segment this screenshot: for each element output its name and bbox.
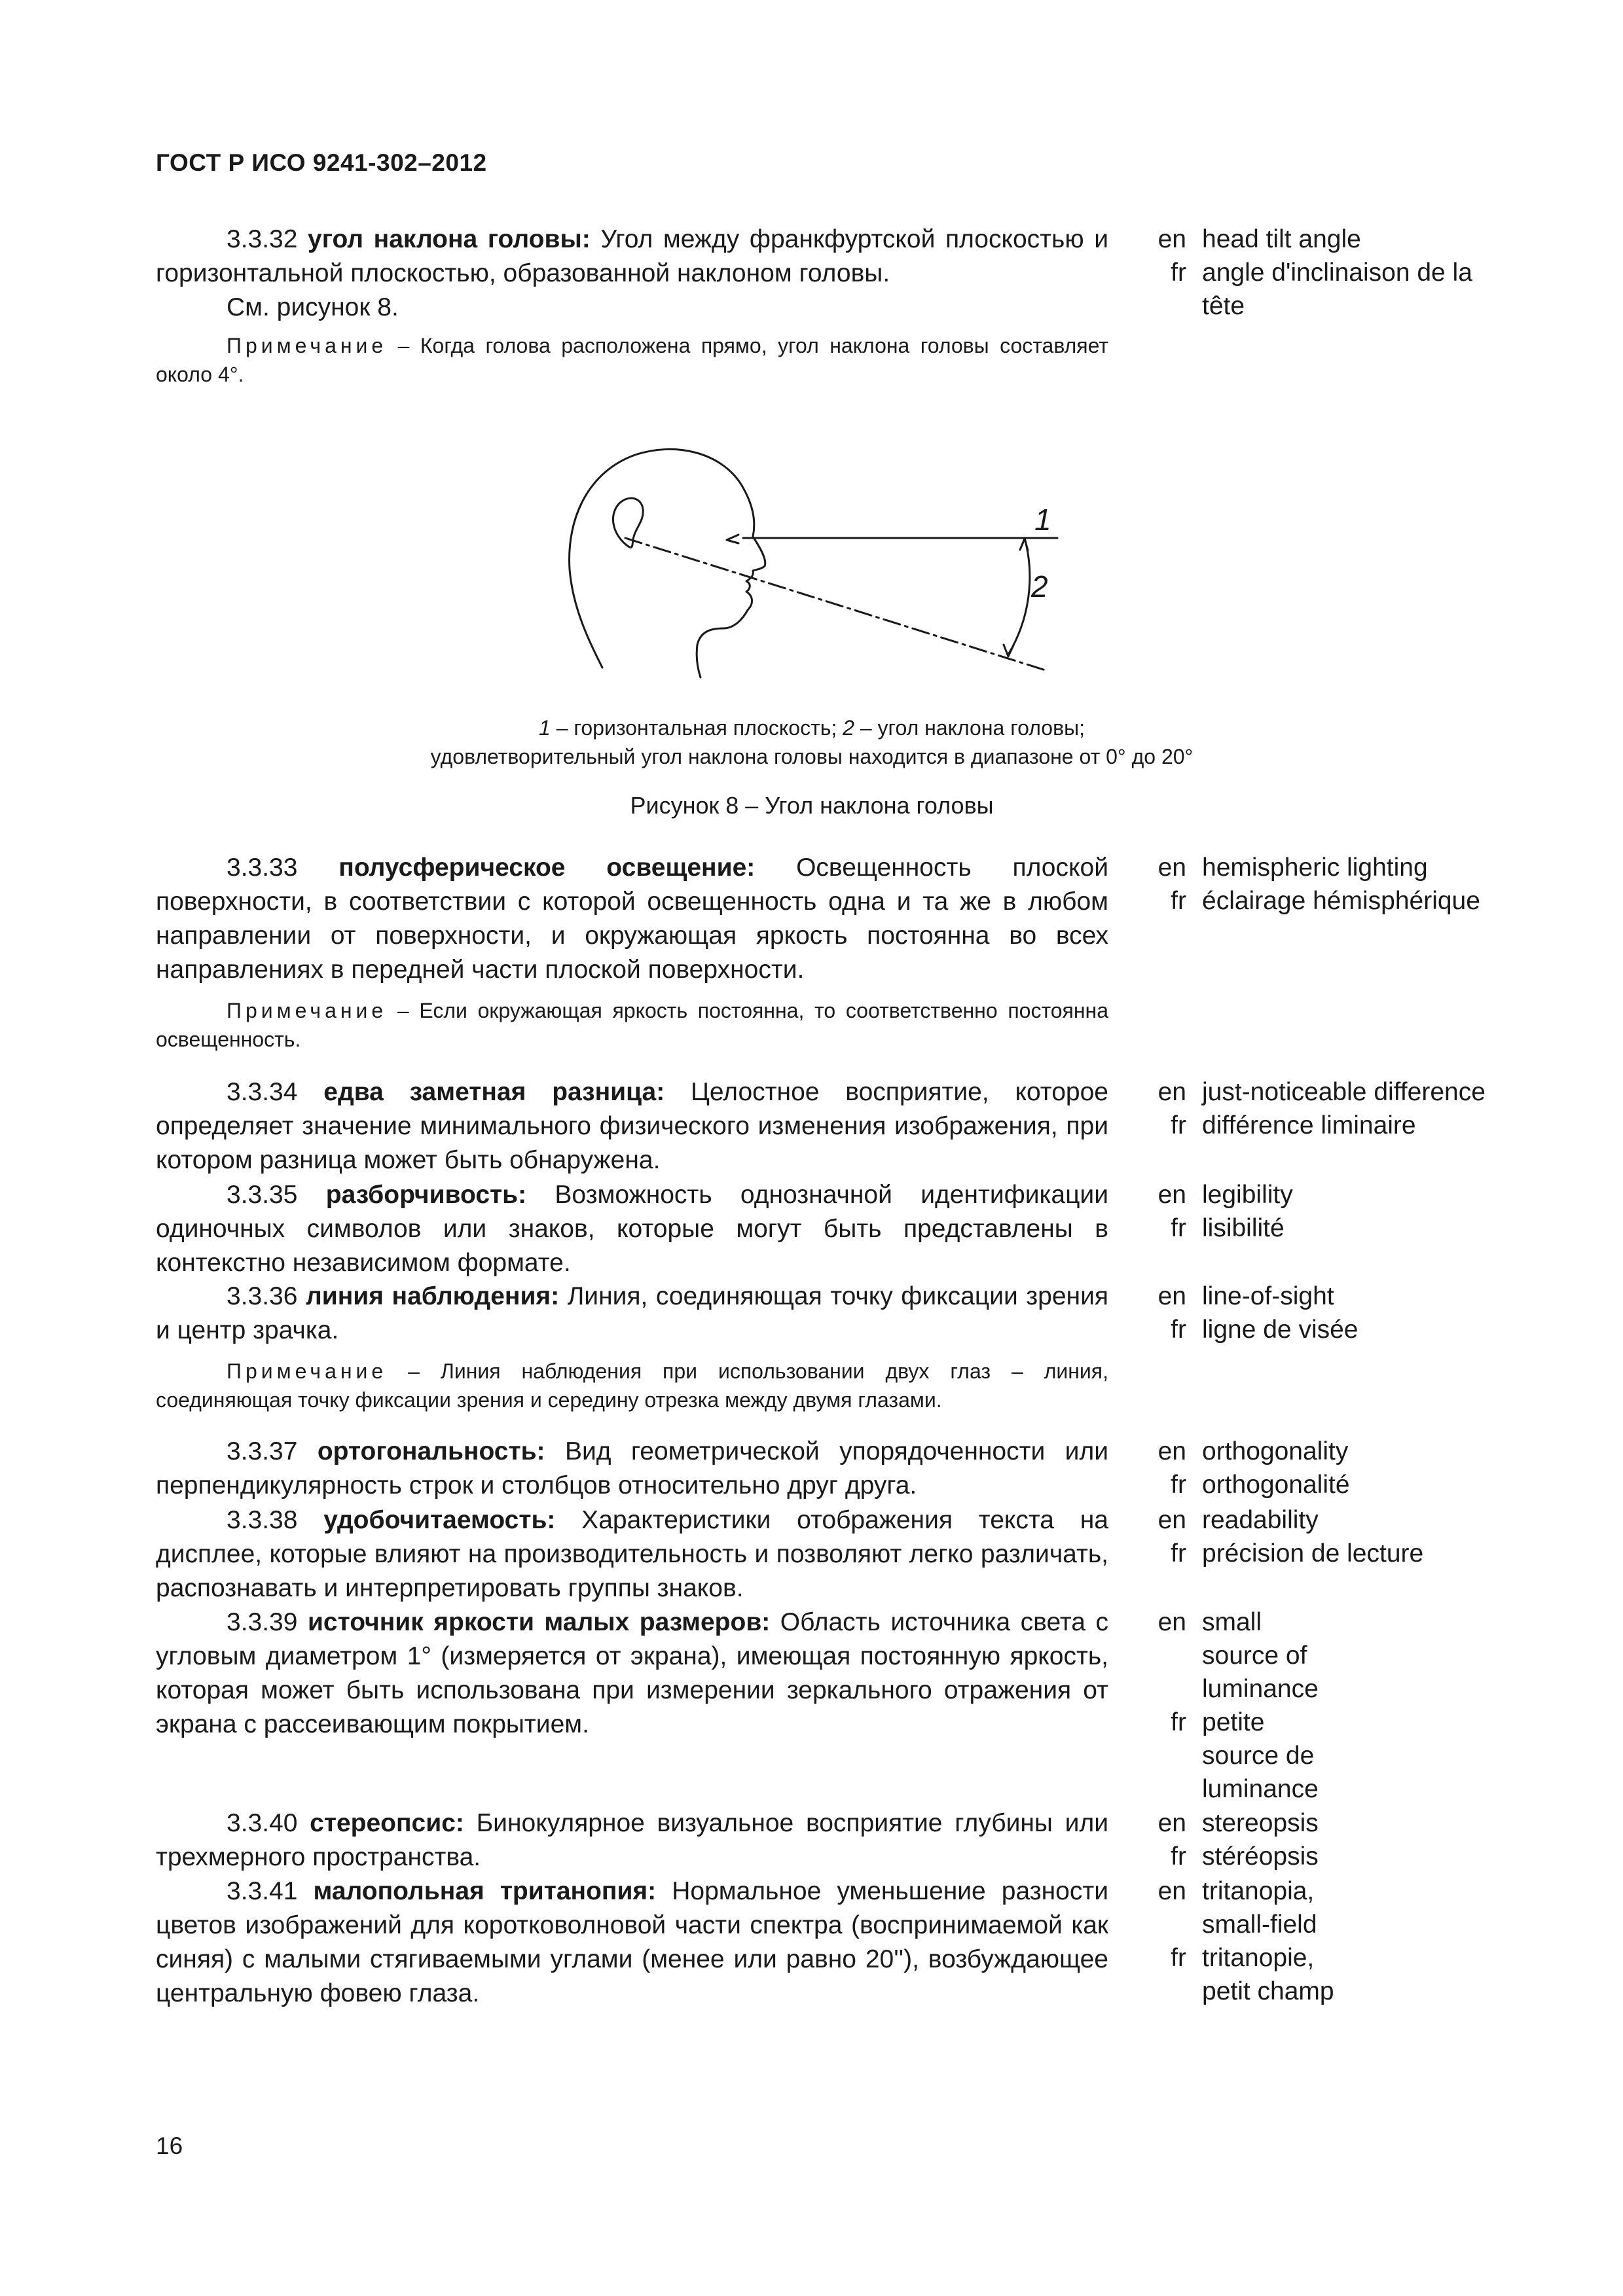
term-number: 3.3.39 <box>227 1608 298 1636</box>
equivalents-3-3-34 <box>1152 1075 1519 1142</box>
term-note <box>156 331 1108 389</box>
term-name: малопольная тританопия: <box>313 1877 657 1905</box>
equivalent-term: line-of-sight <box>1202 1282 1334 1310</box>
term-entry-3-3-39 <box>156 1605 1108 1742</box>
eye-outline <box>727 535 739 543</box>
term-extra: См. рисунок 8. <box>227 293 399 321</box>
equivalent-en <box>1152 1178 1519 1211</box>
equivalents-3-3-41 <box>1152 1874 1342 2008</box>
equivalent-fr <box>1152 1941 1342 2008</box>
lang-code: fr <box>1171 1539 1186 1568</box>
lang-code: fr <box>1171 1708 1186 1736</box>
lang-code: en <box>1158 1506 1186 1534</box>
term-text: Область источника света с угловым диаметром 1° (измеряется от экрана), имеющая постоянную яркость, которая может быть использована при измерении зеркального отражения от экрана с рассеивающим покрытием. <box>156 1608 1108 1738</box>
term-definition <box>156 1503 1108 1605</box>
equivalent-term: petite source de luminance <box>1202 1708 1319 1803</box>
document-header: ГОСТ Р ИСО 9241-302–2012 <box>156 149 487 176</box>
equivalent-en <box>1152 1075 1519 1109</box>
term-entry-3-3-36 <box>156 1280 1108 1414</box>
term-entry-3-3-38 <box>156 1503 1108 1605</box>
term-entry-3-3-35 <box>156 1178 1108 1280</box>
equivalent-fr <box>1152 1313 1519 1346</box>
term-name: стереопсис: <box>310 1809 464 1837</box>
equivalent-term: précision de lecture <box>1202 1539 1424 1568</box>
equivalent-en <box>1152 1503 1519 1537</box>
figure-legend-line-2: удовлетворительный угол наклона головы находится в диапазоне от 0° до 20° <box>430 745 1194 768</box>
lang-code: en <box>1158 225 1186 253</box>
equivalent-term: orthogonalité <box>1202 1471 1350 1499</box>
equivalent-term: tritanopie, petit champ <box>1202 1944 1334 2005</box>
tilt-line <box>625 538 1048 671</box>
equivalent-term: stéréopsis <box>1202 1842 1319 1871</box>
term-text: Линия, соединяющая точку фиксации зрения и центр зрачка. <box>156 1282 1109 1344</box>
equivalent-en <box>1152 1605 1336 1706</box>
equivalent-en <box>1152 851 1519 884</box>
term-entry-3-3-40 <box>156 1806 1108 1874</box>
term-number: 3.3.40 <box>227 1809 298 1837</box>
lang-code: fr <box>1171 1214 1186 1242</box>
equivalent-en <box>1152 1280 1519 1313</box>
term-text: Бинокулярное визуальное восприятие глубины или трехмерного пространства. <box>156 1809 1108 1871</box>
equivalents-3-3-35 <box>1152 1178 1519 1245</box>
equivalent-term: legibility <box>1202 1181 1293 1209</box>
term-definition <box>156 851 1108 987</box>
equivalent-en <box>1152 1874 1342 1941</box>
note-label: Примечание <box>227 1359 388 1383</box>
lang-code: en <box>1158 1608 1186 1636</box>
equivalents-3-3-32 <box>1152 223 1519 323</box>
equivalent-term: ligne de visée <box>1202 1316 1359 1344</box>
figure-legend-line-1 <box>262 713 1362 742</box>
term-name: удобочитаемость: <box>323 1506 556 1534</box>
equivalents-3-3-40 <box>1152 1806 1519 1873</box>
note-text: – Если окружающая яркость постоянна, то соответственно постоянна освещенность. <box>156 999 1108 1051</box>
equivalent-fr <box>1152 1537 1519 1570</box>
term-number: 3.3.33 <box>227 853 298 882</box>
note-label: Примечание <box>227 999 388 1022</box>
head-outline <box>570 449 765 677</box>
note-text: – Линия наблюдения при использовании двух глаз – линия, соединяющая точку фиксации зрения и середину отрезка между двумя глазами. <box>156 1359 1108 1412</box>
lang-code: en <box>1158 1437 1186 1465</box>
legend-text-2: – угол наклона головы; <box>854 716 1085 740</box>
note-label: Примечание <box>227 334 388 357</box>
term-definition <box>156 1874 1108 2011</box>
term-number: 3.3.37 <box>227 1437 298 1465</box>
term-number: 3.3.35 <box>227 1181 298 1209</box>
term-entry-3-3-37 <box>156 1435 1108 1503</box>
term-text: Угол между франкфуртской плоскостью и горизонтальной плоскостью, образованной наклоном головы. <box>156 225 1108 287</box>
term-definition <box>156 1178 1108 1280</box>
term-definition <box>156 1806 1108 1874</box>
note-text: – Когда голова расположена прямо, угол наклона головы составляет около 4°. <box>156 334 1108 386</box>
head-tilt-figure <box>563 432 1061 681</box>
equivalent-term: orthogonality <box>1202 1437 1349 1465</box>
term-entry-3-3-32 <box>156 223 1108 389</box>
lang-code: en <box>1158 1809 1186 1837</box>
term-definition <box>156 1280 1108 1348</box>
term-text: Освещенность плоской поверхности, в соответствии с которой освещенность одна и та же в любом направлении от поверхности, и окружающая яркость постоянна во всех направлениях в передней части плоской поверхности. <box>156 853 1108 984</box>
lang-code: fr <box>1171 259 1186 287</box>
lang-code: fr <box>1171 1944 1186 1972</box>
lang-code: fr <box>1171 1316 1186 1344</box>
equivalents-3-3-39 <box>1152 1605 1336 1806</box>
equivalents-3-3-37 <box>1152 1435 1519 1501</box>
figure-title: Рисунок 8 – Угол наклона головы <box>630 792 994 819</box>
term-name: ортогональность: <box>317 1437 545 1465</box>
term-name: источник яркости малых размеров: <box>307 1608 771 1636</box>
equivalent-term: tritanopia, small-field <box>1202 1877 1317 1939</box>
legend-num-2: 2 <box>843 716 854 740</box>
equivalents-3-3-33 <box>1152 851 1519 918</box>
equivalent-fr <box>1152 1706 1336 1806</box>
term-name: линия наблюдения: <box>305 1282 560 1310</box>
term-note <box>156 1357 1108 1414</box>
term-name: едва заметная разница: <box>323 1078 665 1106</box>
equivalent-fr <box>1152 256 1519 323</box>
term-entry-3-3-33 <box>156 851 1108 1054</box>
equivalent-en <box>1152 1435 1519 1468</box>
term-entry-3-3-41 <box>156 1874 1108 2011</box>
legend-text-1: – горизонтальная плоскость; <box>550 716 843 740</box>
term-name: угол наклона головы: <box>308 225 591 253</box>
term-definition <box>156 1075 1108 1177</box>
equivalents-3-3-38 <box>1152 1503 1519 1570</box>
term-note <box>156 996 1108 1054</box>
lang-code: en <box>1158 1877 1186 1905</box>
term-name: разборчивость: <box>325 1181 527 1209</box>
equivalents-3-3-36 <box>1152 1280 1519 1346</box>
lang-code: fr <box>1171 1842 1186 1871</box>
lang-code: en <box>1158 1282 1186 1310</box>
legend-num-1: 1 <box>539 716 551 740</box>
equivalent-en <box>1152 223 1519 256</box>
ear-outline <box>613 498 643 547</box>
angle-arc <box>1008 538 1030 655</box>
equivalent-fr <box>1152 1109 1519 1142</box>
term-text: Нормальное уменьшение разности цветов изображений для коротковолновой части спектра (воспринимаемой как синяя) с малыми стягиваемыми углами (менее или равно 20''), возбуждающее центральную фовею глаза. <box>156 1877 1108 2007</box>
equivalent-term: éclairage hémisphérique <box>1202 887 1480 915</box>
figure-legend <box>262 713 1362 771</box>
term-entry-3-3-34 <box>156 1075 1108 1177</box>
term-number: 3.3.32 <box>227 225 298 253</box>
page-number: 16 <box>156 2132 183 2159</box>
arrow-bottom <box>1004 645 1013 656</box>
term-text: Вид геометрической упорядоченности или перпендикулярность строк и столбцов относительно друг друга. <box>156 1437 1108 1499</box>
term-text: Целостное восприятие, которое определяет значение минимального физического изменения изображения, при котором разница может быть обнаружена. <box>156 1078 1108 1174</box>
figure-label-2: 2 <box>1031 569 1048 603</box>
equivalent-fr <box>1152 1211 1519 1245</box>
equivalent-term: head tilt angle <box>1202 225 1361 253</box>
figure-label-1: 1 <box>1034 503 1051 537</box>
term-definition <box>156 1435 1108 1503</box>
term-number: 3.3.41 <box>227 1877 298 1905</box>
equivalent-term: angle d'inclinaison de la tête <box>1202 259 1472 320</box>
term-definition <box>156 1605 1108 1742</box>
equivalent-term: lisibilité <box>1202 1214 1285 1242</box>
equivalent-term: just-noticeable difference <box>1202 1078 1486 1106</box>
equivalent-fr <box>1152 1840 1519 1873</box>
term-text: Возможность однозначной идентификации одиночных символов или знаков, которые могут быть представлены в контекстно независимом формате. <box>156 1181 1109 1277</box>
arrow-top <box>1020 539 1028 550</box>
equivalent-fr <box>1152 1468 1519 1501</box>
lang-code: fr <box>1171 887 1186 915</box>
term-name: полусферическое освещение: <box>338 853 756 882</box>
term-number: 3.3.36 <box>227 1282 298 1310</box>
equivalent-term: hemispheric lighting <box>1202 853 1428 882</box>
equivalent-term: stereopsis <box>1202 1809 1319 1837</box>
lang-code: en <box>1158 1078 1186 1106</box>
term-number: 3.3.38 <box>227 1506 298 1534</box>
lang-code: fr <box>1171 1471 1186 1499</box>
equivalent-fr <box>1152 884 1519 918</box>
lang-code: fr <box>1171 1111 1186 1139</box>
lang-code: en <box>1158 853 1186 882</box>
lang-code: en <box>1158 1181 1186 1209</box>
term-number: 3.3.34 <box>227 1078 298 1106</box>
equivalent-term: small source of luminance <box>1202 1608 1319 1703</box>
equivalent-term: différence liminaire <box>1202 1111 1416 1139</box>
equivalent-en <box>1152 1806 1519 1840</box>
term-definition <box>156 223 1108 291</box>
equivalent-term: readability <box>1202 1506 1319 1534</box>
term-text: Характеристики отображения текста на дисплее, которые влияют на производительность и позволяют легко различать, распознавать и интерпретировать группы знаков. <box>156 1506 1108 1602</box>
